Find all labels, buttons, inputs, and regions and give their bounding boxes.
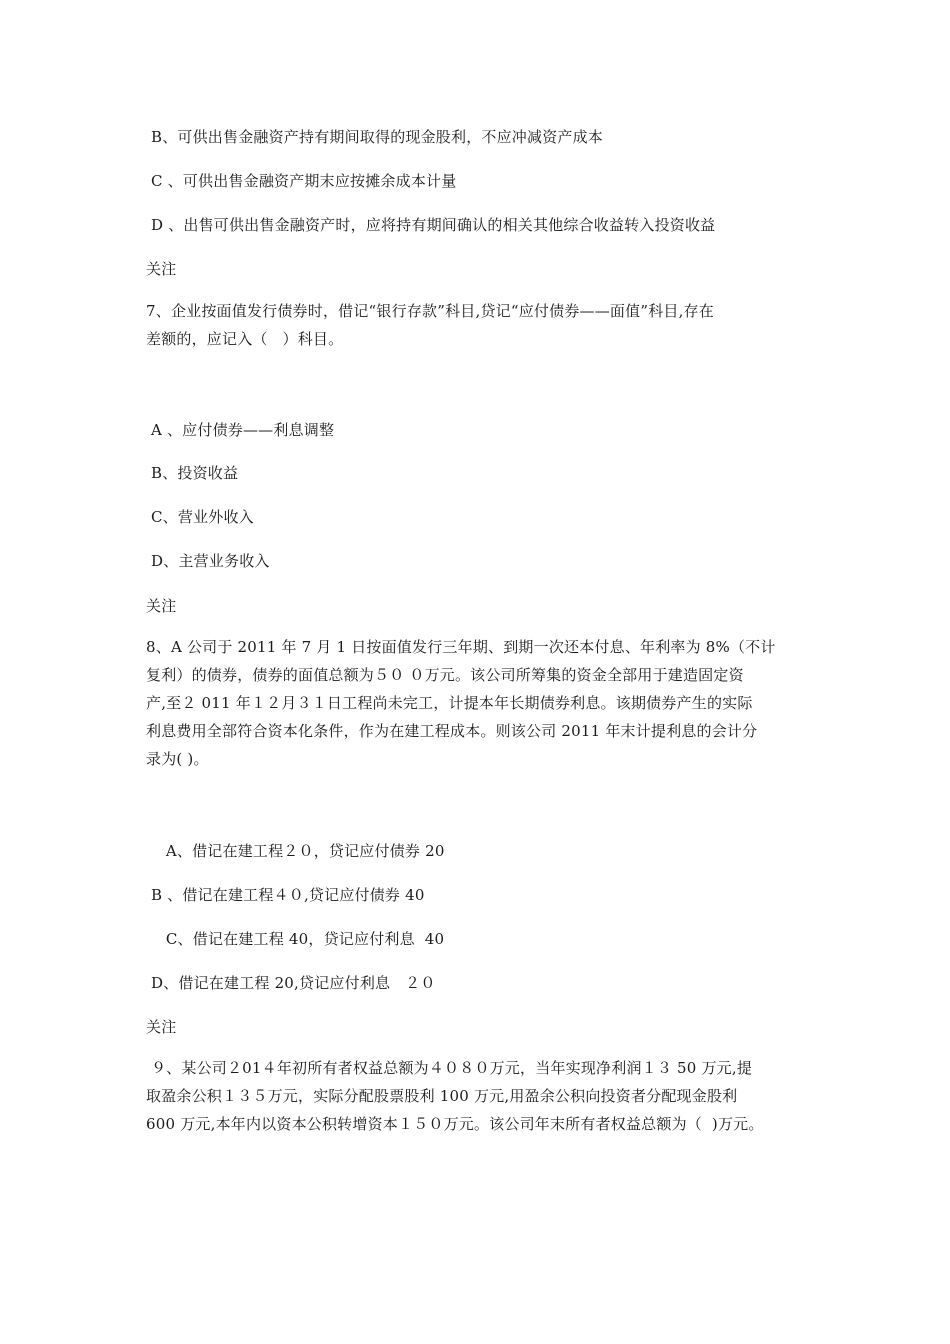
q7-option-a: A 、应付债券——利息调整 [146, 421, 335, 439]
q8-option-b: B 、借记在建工程４０,贷记应付债券 40 [146, 886, 425, 904]
q8-follow-label: 关注 [146, 1018, 177, 1036]
q7-stem-line: 7、企业按面值发行债券时，借记“银行存款”科目,贷记“应付债券——面值”科目,存在 [146, 302, 714, 320]
q6-option-b: B、可供出售金融资产持有期间取得的现金股利，不应冲减资产成本 [146, 128, 603, 146]
q7-stem [146, 297, 808, 353]
q6-follow-label: 关注 [146, 260, 177, 278]
q9-stem-line: ９、某公司２01４年初所有者权益总额为４０８０万元，当年实现净利润１３ 50 万元,提 [146, 1059, 753, 1077]
q8-stem-line: 产,至２ 011 年１２月３１日工程尚未完工，计提本年长期债券利息。该期债券产生的实际 [146, 694, 753, 712]
q7-stem-line: 差额的，应记入（ ）科目。 [146, 330, 344, 348]
q8-stem-line: 利息费用全部符合资本化条件，作为在建工程成本。则该公司 2011 年末计提利息的会计分 [146, 722, 758, 740]
q6-option-d: D 、出售可供出售金融资产时，应将持有期间确认的相关其他综合收益转入投资收益 [146, 216, 716, 234]
q8-option-d: D、借记在建工程 20,贷记应付利息 ２０ [146, 974, 436, 992]
q8-stem-line: 8、A 公司于 2011 年 7 月 1 日按面值发行三年期、到期一次还本付息、年利率为 8%（不计 [146, 638, 776, 656]
q7-option-c: C、营业外收入 [146, 508, 254, 526]
q9-stem-line: 600 万元,本年内以资本公积转增资本１５０万元。该公司年末所有者权益总额为（ )万元。 [146, 1115, 764, 1133]
q8-stem [146, 633, 808, 773]
q6-option-c: C 、可供出售金融资产期末应按摊余成本计量 [146, 172, 457, 190]
q8-option-a: A、借记在建工程２０，贷记应付债券 20 [146, 842, 445, 860]
q7-follow-label: 关注 [146, 597, 177, 615]
q9-stem-line: 取盈余公积１３５万元，实际分配股票股利 100 万元,用盈余公积向投资者分配现金股利 [146, 1087, 738, 1105]
q8-option-c: C、借记在建工程 40，贷记应付利息 40 [146, 930, 445, 948]
q9-stem [146, 1054, 808, 1138]
q7-option-b: B、投资收益 [146, 464, 239, 482]
q8-stem-line: 复利）的债券，债券的面值总额为５０ ０万元。该公司所筹集的资金全部用于建造固定资 [146, 666, 744, 684]
q7-option-d: D、主营业务收入 [146, 552, 270, 570]
q8-stem-line: 录为( )。 [146, 750, 209, 768]
